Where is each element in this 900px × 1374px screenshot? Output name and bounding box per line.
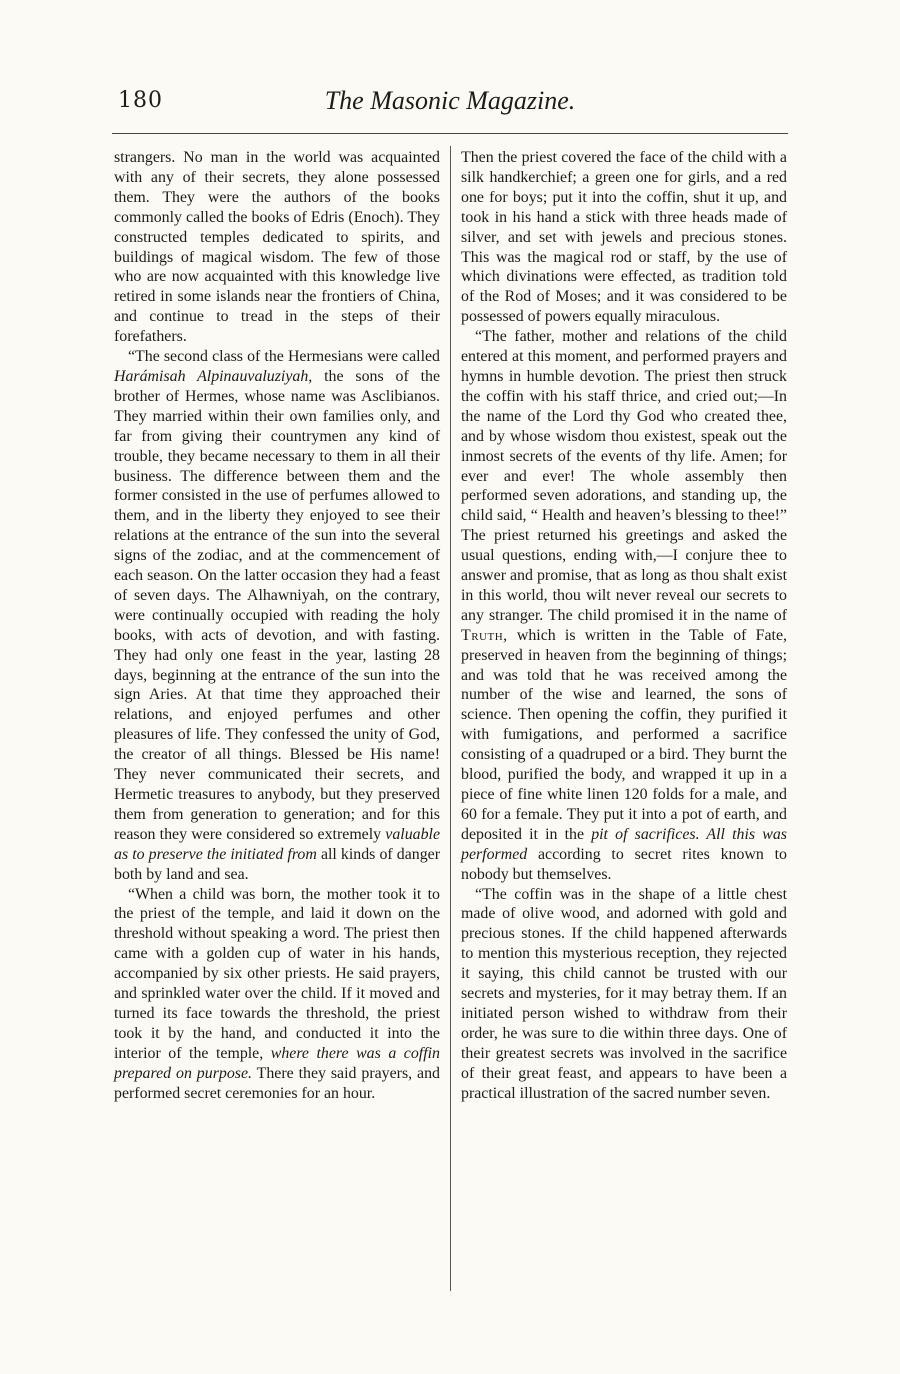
- paragraph: strangers. No man in the world was acquainted with any of their secrets, they alone possessed them. They were the authors of the books commonly called the books of Edris (Enoch). They constructed temples dedicated to spirits, and buildings of magical wisdom. The few of those who are now acquainted with this knowledge live retired in some islands near the frontiers of China, and continue to tread in the steps of their forefathers.: [114, 149, 440, 346]
- italic-phrase: where there was a coffin prepared on purpose.: [114, 1044, 440, 1082]
- paragraph: “The coffin was in the shape of a little chest made of olive wood, and adorned with gold and precious stones. If the child happened afterwards to mention this mysterious reception, they rejected it saying, this child cannot be trusted with our secrets and mysteries, for it may betray them. If an initiated person wished to withdraw from their order, he was sure to die within three days. One of their greatest secrets was involved in the sacrifice of their great feast, and appears to have been a practical illustration of the sacred number seven.: [461, 885, 787, 1102]
- text-run: “The father, mother and relations of the child entered at this moment, and performed prayers and hymns in humble devotion. The priest then struck the coffin with his staff thrice, and cried out;—In the name of the Lord thy God who created thee, and by whose wisdom thou existest, speak out the inmost secrets of the events of thy life. Amen; for ever and ever! The whole assembly then performed seven adorations, and standing up, the child said, “ Health and heaven’s blessing to thee!” The priest returned his greetings and asked the usual questions, ending with,—I conjure thee to answer and promise, that as long as thou shalt exist in this world, thou wilt never reveal our secrets to any stranger. The child promised it in the name of: [461, 328, 787, 624]
- text-run: “When a child was born, the mother took it to the priest of the temple, and laid it down on the threshold without speaking a word. The priest then came with a golden cup of water in his hands, accompanied by six other priests. He said prayers, and sprinkled water over the child. If it moved and turned its face towards the threshold, the priest took it by the hand, and conducted it into the interior of the temple,: [114, 885, 440, 1062]
- text-run: according to secret rites known to nobody but themselves.: [461, 845, 787, 883]
- header-rule: [112, 133, 788, 134]
- text-run: “The second class of the Hermesians were called: [128, 348, 440, 366]
- italic-phrase: valuable as to preserve the initiated from: [114, 825, 440, 863]
- page-header: [112, 86, 788, 126]
- column-divider: [450, 146, 451, 1291]
- text-run: There they said prayers, and performed secret ceremonies for an hour.: [114, 1064, 440, 1102]
- paragraph: Then the priest covered the face of the child with a silk handkerchief; a green one for girls, and a red one for boys; put it into the coffin, shut it up, and took in his hand a stick with three heads made of silver, and set with jewels and precious stones. This was the magical rod or staff, by the use of which divinations were effected, as tradition told of the Rod of Moses; and it was considered to be possessed of powers equally miraculous.: [461, 149, 787, 326]
- left-column: [114, 148, 440, 1104]
- italic-phrase: pit of sacrifices. All this was performed: [461, 825, 787, 863]
- page-number: 180: [118, 88, 163, 113]
- paragraph: [461, 327, 787, 884]
- right-column: [461, 148, 787, 1104]
- text-run: which is written in the Table of Fate, preserved in heaven from the beginning of things; and was told that he was received among the number of the wise and learned, the sons of science. Then opening the coffin, they purified it with fumigations, and performed a sacrifice consisting of a quadruped or a bird. They burnt the blood, purified the body, and wrapped it up in a piece of fine white linen 120 folds for a male, and 60 for a female. They put it into a pot of earth, and deposited it in the: [461, 626, 787, 843]
- text-run: the sons of the brother of Hermes, whose name was Asclibianos. They married within their own families only, and far from giving their countrymen any kind of trouble, they became necessary to them in all their business. The difference between them and the former consisted in the use of perfumes allowed to them, and in the liberty they enjoyed to see their relations at the entrance of the sun into the several signs of the zodiac, and at the commencement of each season. On the latter occasion they had a feast of seven days. The Alhawniyah, on the contrary, were continually occupied with reading the holy books, with acts of devotion, and with fasting. They had only one feast in the year, lasting 28 days, beginning at the entrance of the sun into the sign Aries. At that time they approached their relations, and enjoyed perfumes and other pleasures of life. They confessed the unity of God, the creator of all things. Blessed be His name! They never communicated their secrets, and Hermetic treasures to anybody, but they preserved them from generation to generation; and for this reason they were considered so extremely: [114, 367, 440, 843]
- small-caps-word: Truth,: [461, 626, 508, 644]
- text-run: all kinds of danger both by land and sea.: [114, 845, 440, 883]
- italic-name: Harámisah Alpinauvaluziyah,: [114, 367, 313, 385]
- running-title: The Masonic Magazine.: [324, 86, 576, 115]
- paragraph: [114, 347, 440, 884]
- paragraph: [114, 885, 440, 1104]
